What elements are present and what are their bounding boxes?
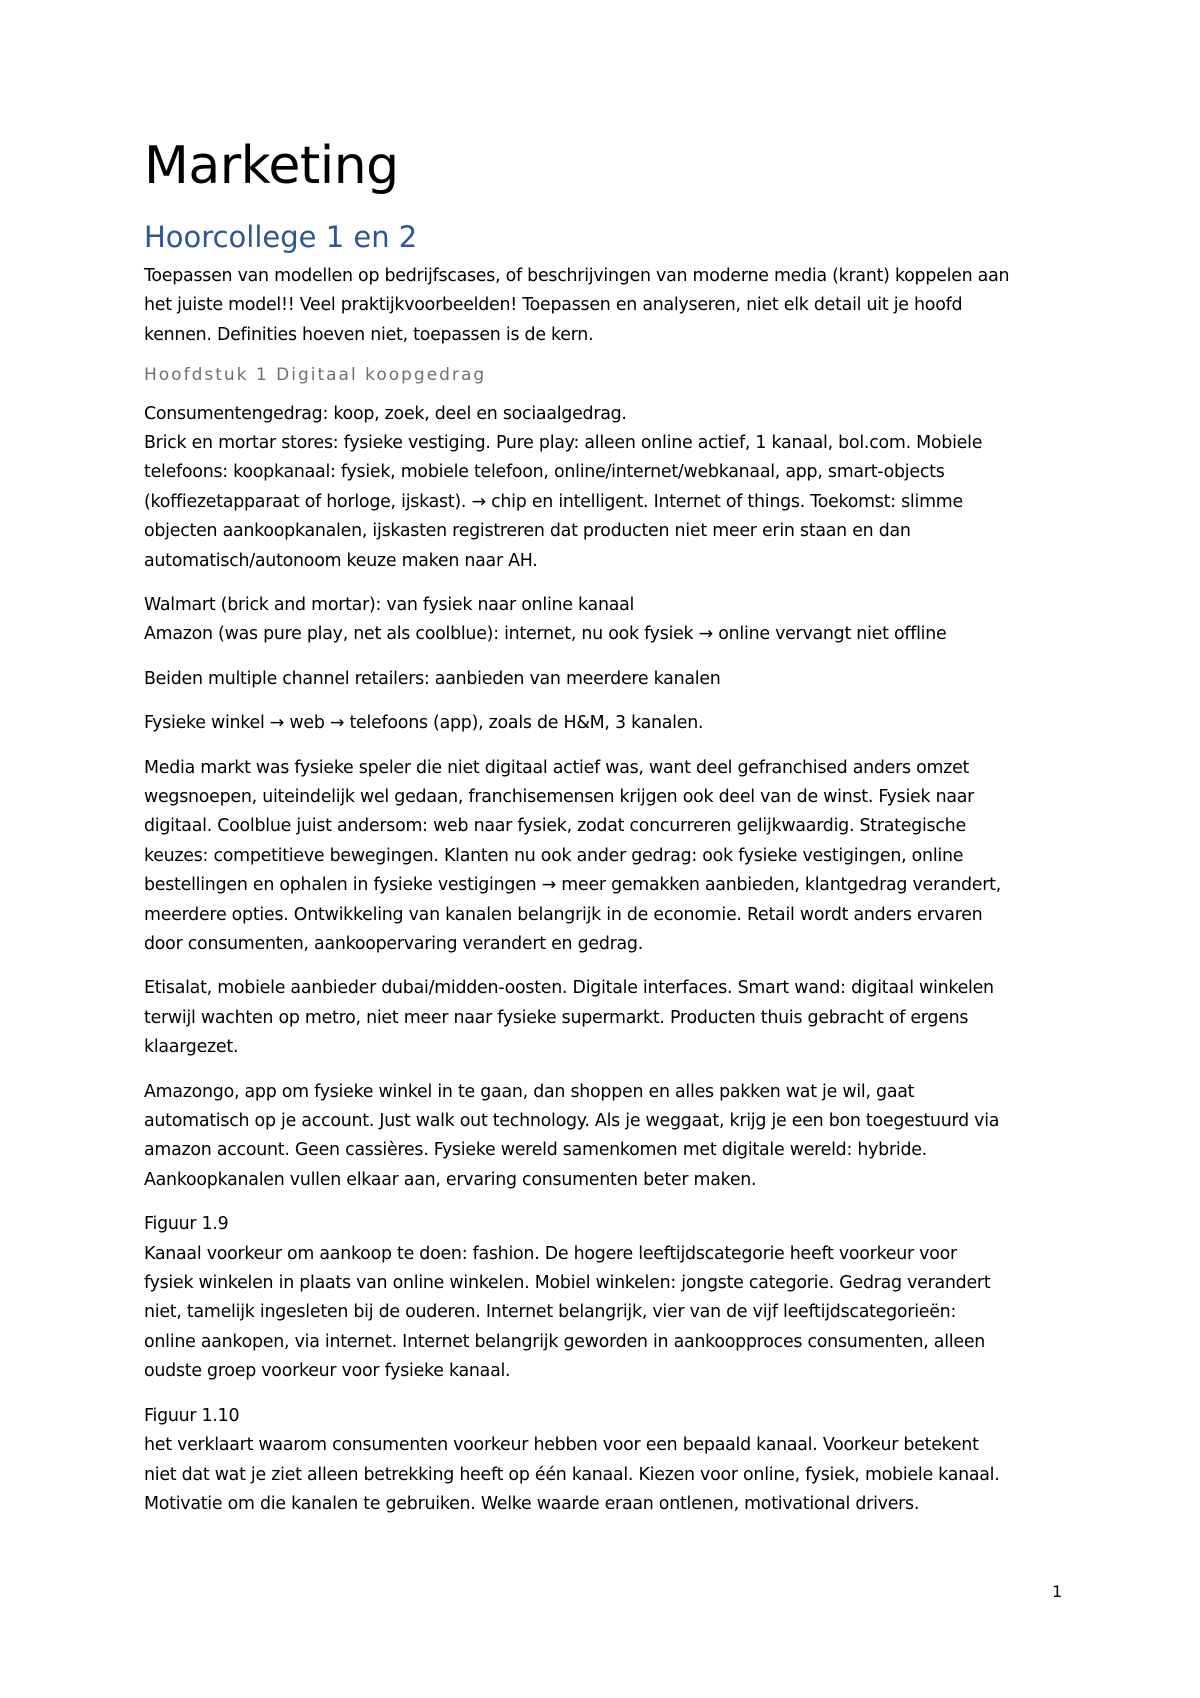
text-line: Aankoopkanalen vullen elkaar aan, ervaring consumenten beter maken.: [144, 1169, 757, 1190]
paragraph-etisalat: [144, 974, 1064, 1062]
text-line: bestellingen en ophalen in fysieke vestigingen → meer gemakken aanbieden, klantgedrag verandert,: [144, 875, 1002, 896]
text-line: Figuur 1.10: [144, 1405, 240, 1426]
text-line: Consumentengedrag: koop, zoek, deel en sociaalgedrag.: [144, 403, 627, 424]
text-line: automatisch/autonoom keuze maken naar AH.: [144, 550, 538, 571]
text-line: niet, tamelijk ingesleten bij de ouderen. Internet belangrijk, vier van de vijf leeftijdscategorieën:: [144, 1302, 957, 1323]
text-line: niet dat wat je ziet alleen betrekking heeft op één kanaal. Kiezen voor online, fysiek, mobiele kanaal.: [144, 1464, 1000, 1485]
text-line: Brick en mortar stores: fysieke vestiging. Pure play: alleen online actief, 1 kanaal, bol.com. Mobiele: [144, 432, 983, 453]
paragraph-multiple-channel: [144, 665, 1064, 694]
text-line: het juiste model!! Veel praktijkvoorbeelden! Toepassen en analyseren, niet elk detail uit je hoofd: [144, 295, 963, 316]
section-heading: Hoorcollege 1 en 2: [144, 220, 418, 254]
text-line: fysiek winkelen in plaats van online winkelen. Mobiel winkelen: jongste categorie. Gedrag verandert: [144, 1273, 991, 1294]
paragraph-consumer-behavior: [144, 400, 1064, 576]
paragraph-figure-1-9: [144, 1210, 1064, 1386]
paragraph-figure-1-10: [144, 1402, 1064, 1520]
paragraph-media-markt: [144, 754, 1064, 960]
text-line: Etisalat, mobiele aanbieder dubai/midden-oosten. Digitale interfaces. Smart wand: digitaal winkelen: [144, 978, 994, 999]
text-line: Amazongo, app om fysieke winkel in te gaan, dan shoppen en alles pakken wat je wil, gaat: [144, 1081, 915, 1102]
text-line: klaargezet.: [144, 1037, 239, 1058]
text-line: automatisch op je account. Just walk out technology. Als je weggaat, krijg je een bon toegestuurd via: [144, 1111, 1000, 1132]
intro-paragraph: [144, 262, 1064, 350]
text-line: digitaal. Coolblue juist andersom: web naar fysiek, zodat concurreren gelijkwaardig. Strategische: [144, 816, 966, 837]
text-line: Media markt was fysieke speler die niet digitaal actief was, want deel gefranchised anders omzet: [144, 757, 970, 778]
paragraph-channels: [144, 709, 1064, 738]
text-line: het verklaart waarom consumenten voorkeur hebben voor een bepaald kanaal. Voorkeur betekent: [144, 1435, 979, 1456]
document-title: Marketing: [144, 136, 399, 196]
text-line: telefoons: koopkanaal: fysiek, mobiele telefoon, online/internet/webkanaal, app, smart-objects: [144, 462, 945, 483]
text-line: (koffiezetapparaat of horloge, ijskast). → chip en intelligent. Internet of things. Toekomst: slimme: [144, 491, 963, 512]
text-line: Figuur 1.9: [144, 1214, 229, 1235]
paragraph-amazongo: [144, 1078, 1064, 1196]
text-line: meerdere opties. Ontwikkeling van kanalen belangrijk in de economie. Retail wordt anders ervaren: [144, 904, 983, 925]
text-line: Beiden multiple channel retailers: aanbieden van meerdere kanalen: [144, 668, 721, 689]
text-line: Amazon (was pure play, net als coolblue): internet, nu ook fysiek → online vervangt niet offline: [144, 624, 947, 645]
page-number: 1: [1052, 1582, 1063, 1601]
text-line: Walmart (brick and mortar): van fysiek naar online kanaal: [144, 594, 635, 615]
text-line: Fysieke winkel → web → telefoons (app), zoals de H&M, 3 kanalen.: [144, 713, 704, 734]
text-line: oudste groep voorkeur voor fysieke kanaal.: [144, 1361, 511, 1382]
text-line: keuzes: competitieve bewegingen. Klanten nu ook ander gedrag: ook fysieke vestigingen, online: [144, 845, 964, 866]
paragraph-walmart-amazon: [144, 591, 1064, 650]
text-line: online aankopen, via internet. Internet belangrijk geworden in aankoopproces consumenten, alleen: [144, 1331, 986, 1352]
text-line: objecten aankoopkanalen, ijskasten registreren dat producten niet meer erin staan en dan: [144, 521, 911, 542]
text-line: Kanaal voorkeur om aankoop te doen: fashion. De hogere leeftijdscategorie heeft voorkeur voor: [144, 1243, 957, 1264]
text-line: terwijl wachten op metro, niet meer naar fysieke supermarkt. Producten thuis gebracht of ergens: [144, 1007, 969, 1028]
text-line: amazon account. Geen cassières. Fysieke wereld samenkomen met digitale wereld: hybride.: [144, 1140, 927, 1161]
document-page: [144, 136, 1064, 1534]
text-line: wegsnoepen, uiteindelijk wel gedaan, franchisemensen krijgen ook deel van de winst. Fysiek naar: [144, 786, 975, 807]
text-line: door consumenten, aankoopervaring verandert en gedrag.: [144, 934, 643, 954]
text-line: Motivatie om die kanalen te gebruiken. Welke waarde eraan ontlenen, motivational drivers.: [144, 1493, 920, 1514]
text-line: Toepassen van modellen op bedrijfscases, of beschrijvingen van moderne media (krant) koppelen aan: [144, 265, 1010, 286]
text-line: kennen. Definities hoeven niet, toepassen is de kern.: [144, 324, 594, 345]
chapter-heading: Hoofdstuk 1 Digitaal koopgedrag: [144, 365, 487, 386]
